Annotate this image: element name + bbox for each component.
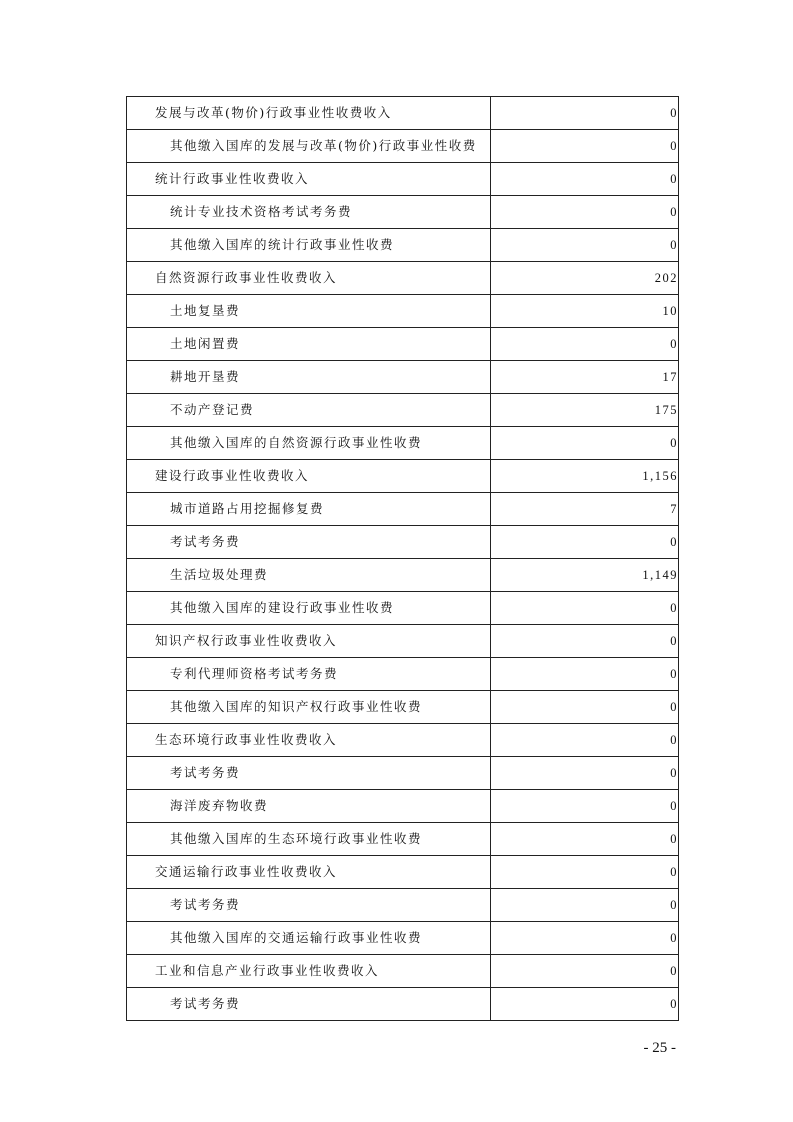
row-value-cell: 0 bbox=[491, 889, 679, 922]
row-value-cell: 0 bbox=[491, 625, 679, 658]
row-value-cell: 0 bbox=[491, 790, 679, 823]
row-name-cell: 其他缴入国库的统计行政事业性收费 bbox=[127, 229, 491, 262]
row-value-cell: 0 bbox=[491, 691, 679, 724]
row-name-cell: 交通运输行政事业性收费收入 bbox=[127, 856, 491, 889]
table-row bbox=[127, 691, 679, 724]
row-value-cell: 1,156 bbox=[491, 460, 679, 493]
row-name-cell: 海洋废弃物收费 bbox=[127, 790, 491, 823]
table-row bbox=[127, 427, 679, 460]
table-row bbox=[127, 823, 679, 856]
row-name-cell: 土地复垦费 bbox=[127, 295, 491, 328]
row-value-cell: 0 bbox=[491, 592, 679, 625]
row-value-cell: 0 bbox=[491, 922, 679, 955]
row-value-cell: 0 bbox=[491, 526, 679, 559]
row-value-cell: 0 bbox=[491, 955, 679, 988]
row-value-cell: 0 bbox=[491, 163, 679, 196]
table-row bbox=[127, 493, 679, 526]
row-value-cell: 0 bbox=[491, 988, 679, 1021]
row-value-cell: 0 bbox=[491, 856, 679, 889]
row-name-cell: 其他缴入国库的自然资源行政事业性收费 bbox=[127, 427, 491, 460]
table-body bbox=[127, 97, 679, 1021]
row-value-cell: 1,149 bbox=[491, 559, 679, 592]
row-name-cell: 其他缴入国库的生态环境行政事业性收费 bbox=[127, 823, 491, 856]
row-name-cell: 建设行政事业性收费收入 bbox=[127, 460, 491, 493]
row-name-cell: 其他缴入国库的发展与改革(物价)行政事业性收费 bbox=[127, 130, 491, 163]
table-row bbox=[127, 955, 679, 988]
row-name-cell: 耕地开垦费 bbox=[127, 361, 491, 394]
table-row bbox=[127, 97, 679, 130]
fee-revenue-table bbox=[126, 96, 679, 1021]
page-number: - 25 - bbox=[643, 1040, 676, 1056]
row-value-cell: 10 bbox=[491, 295, 679, 328]
row-value-cell: 17 bbox=[491, 361, 679, 394]
table-row bbox=[127, 658, 679, 691]
table-row bbox=[127, 757, 679, 790]
table-row bbox=[127, 328, 679, 361]
row-name-cell: 专利代理师资格考试考务费 bbox=[127, 658, 491, 691]
row-value-cell: 0 bbox=[491, 757, 679, 790]
row-name-cell: 城市道路占用挖掘修复费 bbox=[127, 493, 491, 526]
table-row bbox=[127, 724, 679, 757]
row-value-cell: 0 bbox=[491, 724, 679, 757]
row-value-cell: 0 bbox=[491, 196, 679, 229]
row-name-cell: 考试考务费 bbox=[127, 988, 491, 1021]
table-row bbox=[127, 559, 679, 592]
table-row bbox=[127, 229, 679, 262]
row-value-cell: 0 bbox=[491, 823, 679, 856]
table-row bbox=[127, 856, 679, 889]
table-row bbox=[127, 262, 679, 295]
row-value-cell: 0 bbox=[491, 328, 679, 361]
row-name-cell: 土地闲置费 bbox=[127, 328, 491, 361]
table-row bbox=[127, 196, 679, 229]
table-row bbox=[127, 526, 679, 559]
row-value-cell: 0 bbox=[491, 130, 679, 163]
row-name-cell: 统计专业技术资格考试考务费 bbox=[127, 196, 491, 229]
row-name-cell: 知识产权行政事业性收费收入 bbox=[127, 625, 491, 658]
row-value-cell: 0 bbox=[491, 658, 679, 691]
table-row bbox=[127, 130, 679, 163]
table-row bbox=[127, 460, 679, 493]
row-value-cell: 0 bbox=[491, 97, 679, 130]
table-row bbox=[127, 922, 679, 955]
row-name-cell: 工业和信息产业行政事业性收费收入 bbox=[127, 955, 491, 988]
row-name-cell: 统计行政事业性收费收入 bbox=[127, 163, 491, 196]
row-name-cell: 发展与改革(物价)行政事业性收费收入 bbox=[127, 97, 491, 130]
row-name-cell: 生态环境行政事业性收费收入 bbox=[127, 724, 491, 757]
row-name-cell: 其他缴入国库的建设行政事业性收费 bbox=[127, 592, 491, 625]
row-name-cell: 考试考务费 bbox=[127, 757, 491, 790]
table-row bbox=[127, 592, 679, 625]
row-name-cell: 自然资源行政事业性收费收入 bbox=[127, 262, 491, 295]
table-row bbox=[127, 163, 679, 196]
table-row bbox=[127, 394, 679, 427]
row-value-cell: 7 bbox=[491, 493, 679, 526]
row-name-cell: 不动产登记费 bbox=[127, 394, 491, 427]
table-row bbox=[127, 295, 679, 328]
table-row bbox=[127, 988, 679, 1021]
row-name-cell: 考试考务费 bbox=[127, 889, 491, 922]
table-row bbox=[127, 625, 679, 658]
row-name-cell: 考试考务费 bbox=[127, 526, 491, 559]
row-value-cell: 202 bbox=[491, 262, 679, 295]
row-value-cell: 0 bbox=[491, 229, 679, 262]
row-value-cell: 0 bbox=[491, 427, 679, 460]
row-name-cell: 生活垃圾处理费 bbox=[127, 559, 491, 592]
row-name-cell: 其他缴入国库的交通运输行政事业性收费 bbox=[127, 922, 491, 955]
table-row bbox=[127, 889, 679, 922]
row-value-cell: 175 bbox=[491, 394, 679, 427]
table-row bbox=[127, 361, 679, 394]
row-name-cell: 其他缴入国库的知识产权行政事业性收费 bbox=[127, 691, 491, 724]
table-row bbox=[127, 790, 679, 823]
